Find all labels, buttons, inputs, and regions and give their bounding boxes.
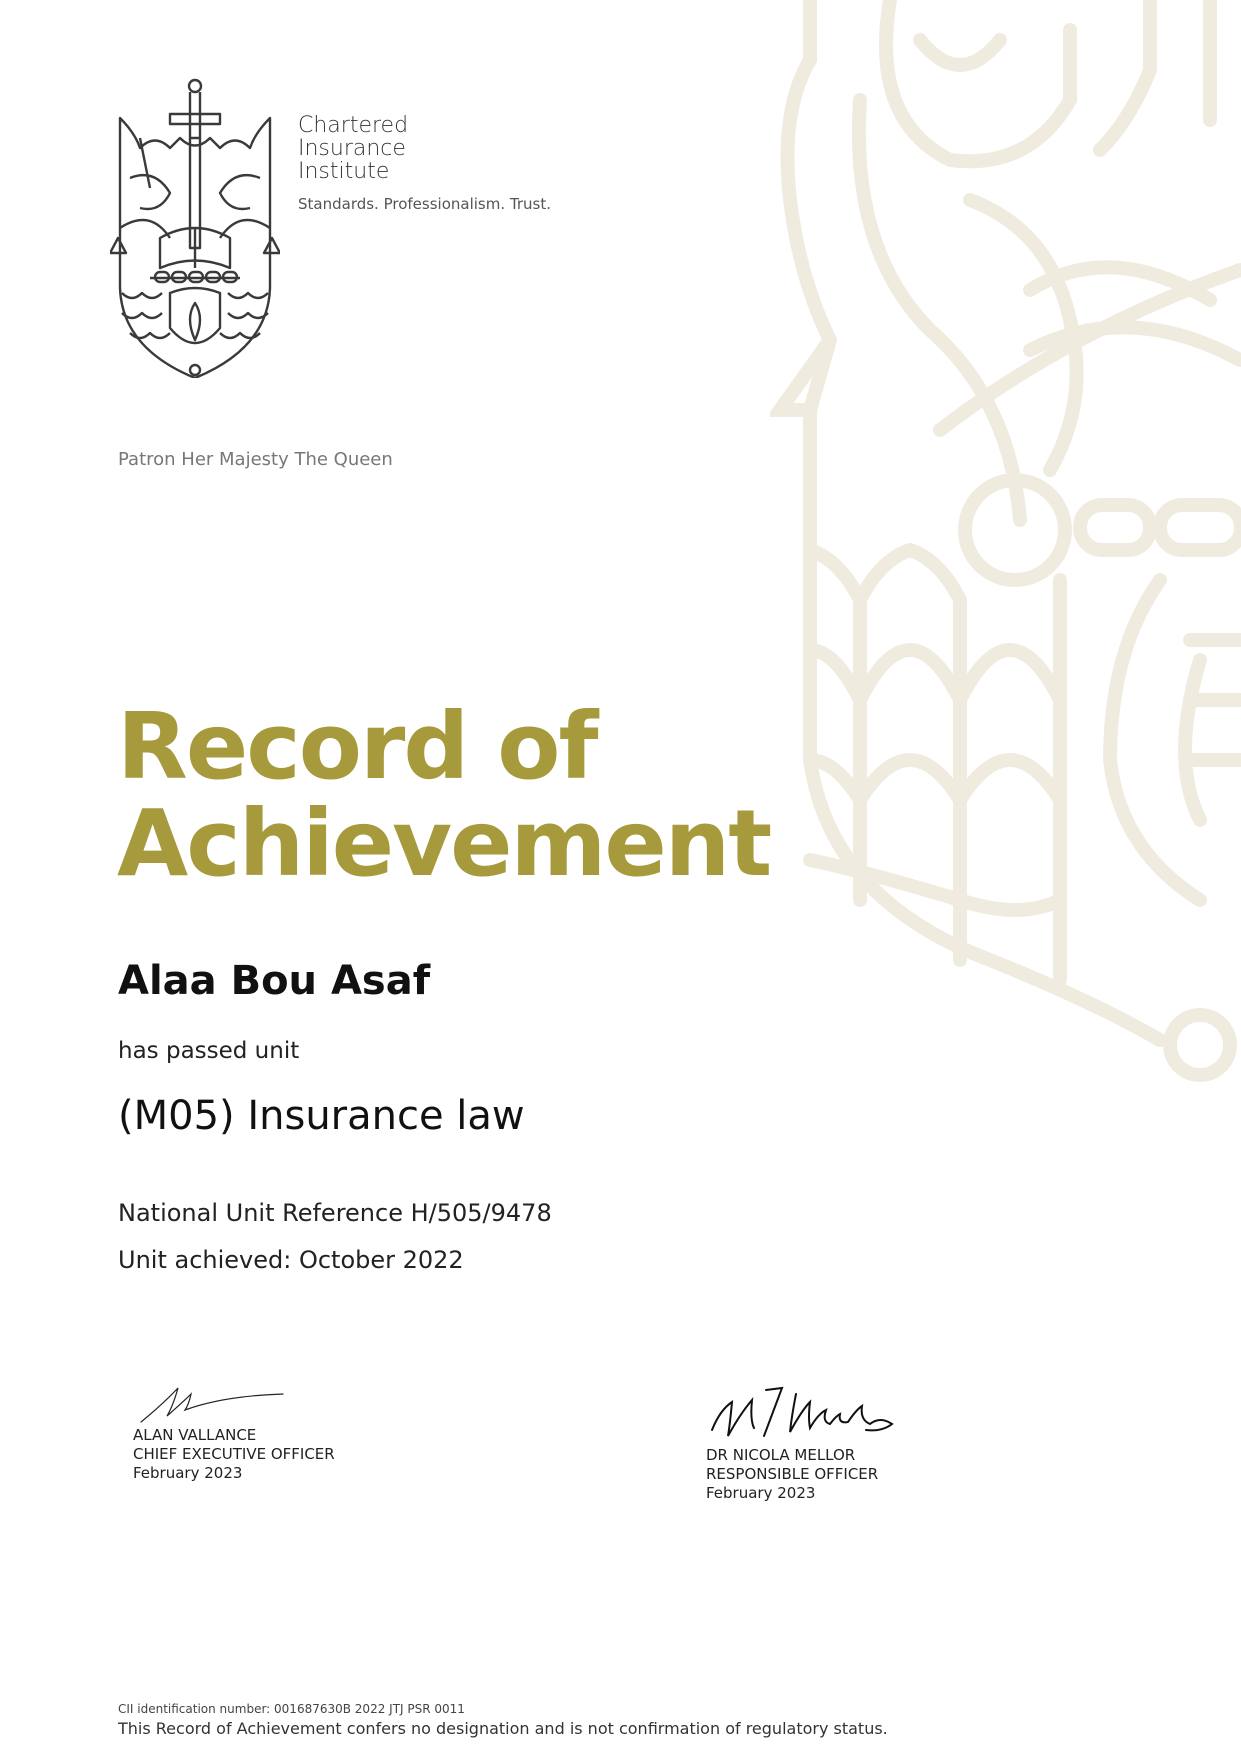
passed-statement: has passed unit bbox=[118, 1038, 300, 1064]
cii-crest-logo-icon bbox=[110, 78, 280, 378]
signatory-block bbox=[706, 1380, 906, 1503]
certificate-title-line: Achievement bbox=[117, 790, 771, 897]
identification-number: CII identification number: 001687630B 2022 JTJ PSR 0011 bbox=[118, 1702, 465, 1716]
certificate-title bbox=[117, 693, 817, 897]
recipient-name: Alaa Bou Asaf bbox=[118, 958, 431, 1004]
signature-alan-vallance bbox=[133, 1382, 293, 1426]
signatory-date: February 2023 bbox=[706, 1484, 816, 1502]
patron-line: Patron Her Majesty The Queen bbox=[118, 449, 393, 470]
unit-achieved-date: Unit achieved: October 2022 bbox=[118, 1246, 464, 1274]
organization-name-line: Insurance bbox=[298, 136, 406, 161]
certificate-title-line: Record of bbox=[117, 693, 597, 800]
signatory-role: RESPONSIBLE OFFICER bbox=[706, 1465, 879, 1483]
organization-name-line: Chartered bbox=[298, 113, 409, 138]
organization-name bbox=[298, 114, 518, 183]
signatory-name: DR NICOLA MELLOR bbox=[706, 1446, 856, 1464]
organization-name-line: Institute bbox=[298, 159, 390, 184]
unit-title: (M05) Insurance law bbox=[118, 1093, 525, 1139]
signature-nicola-mellor bbox=[706, 1380, 906, 1446]
signatory-role: CHIEF EXECUTIVE OFFICER bbox=[133, 1445, 335, 1463]
signatory-name: ALAN VALLANCE bbox=[133, 1426, 257, 1444]
national-unit-reference: National Unit Reference H/505/9478 bbox=[118, 1199, 552, 1227]
signatory-block bbox=[133, 1382, 335, 1483]
organization-tagline: Standards. Professionalism. Trust. bbox=[298, 195, 551, 213]
crest-watermark-icon bbox=[770, 0, 1241, 1100]
signatory-date: February 2023 bbox=[133, 1464, 243, 1482]
disclaimer-note: This Record of Achievement confers no designation and is not confirmation of regulatory status. bbox=[118, 1719, 888, 1738]
